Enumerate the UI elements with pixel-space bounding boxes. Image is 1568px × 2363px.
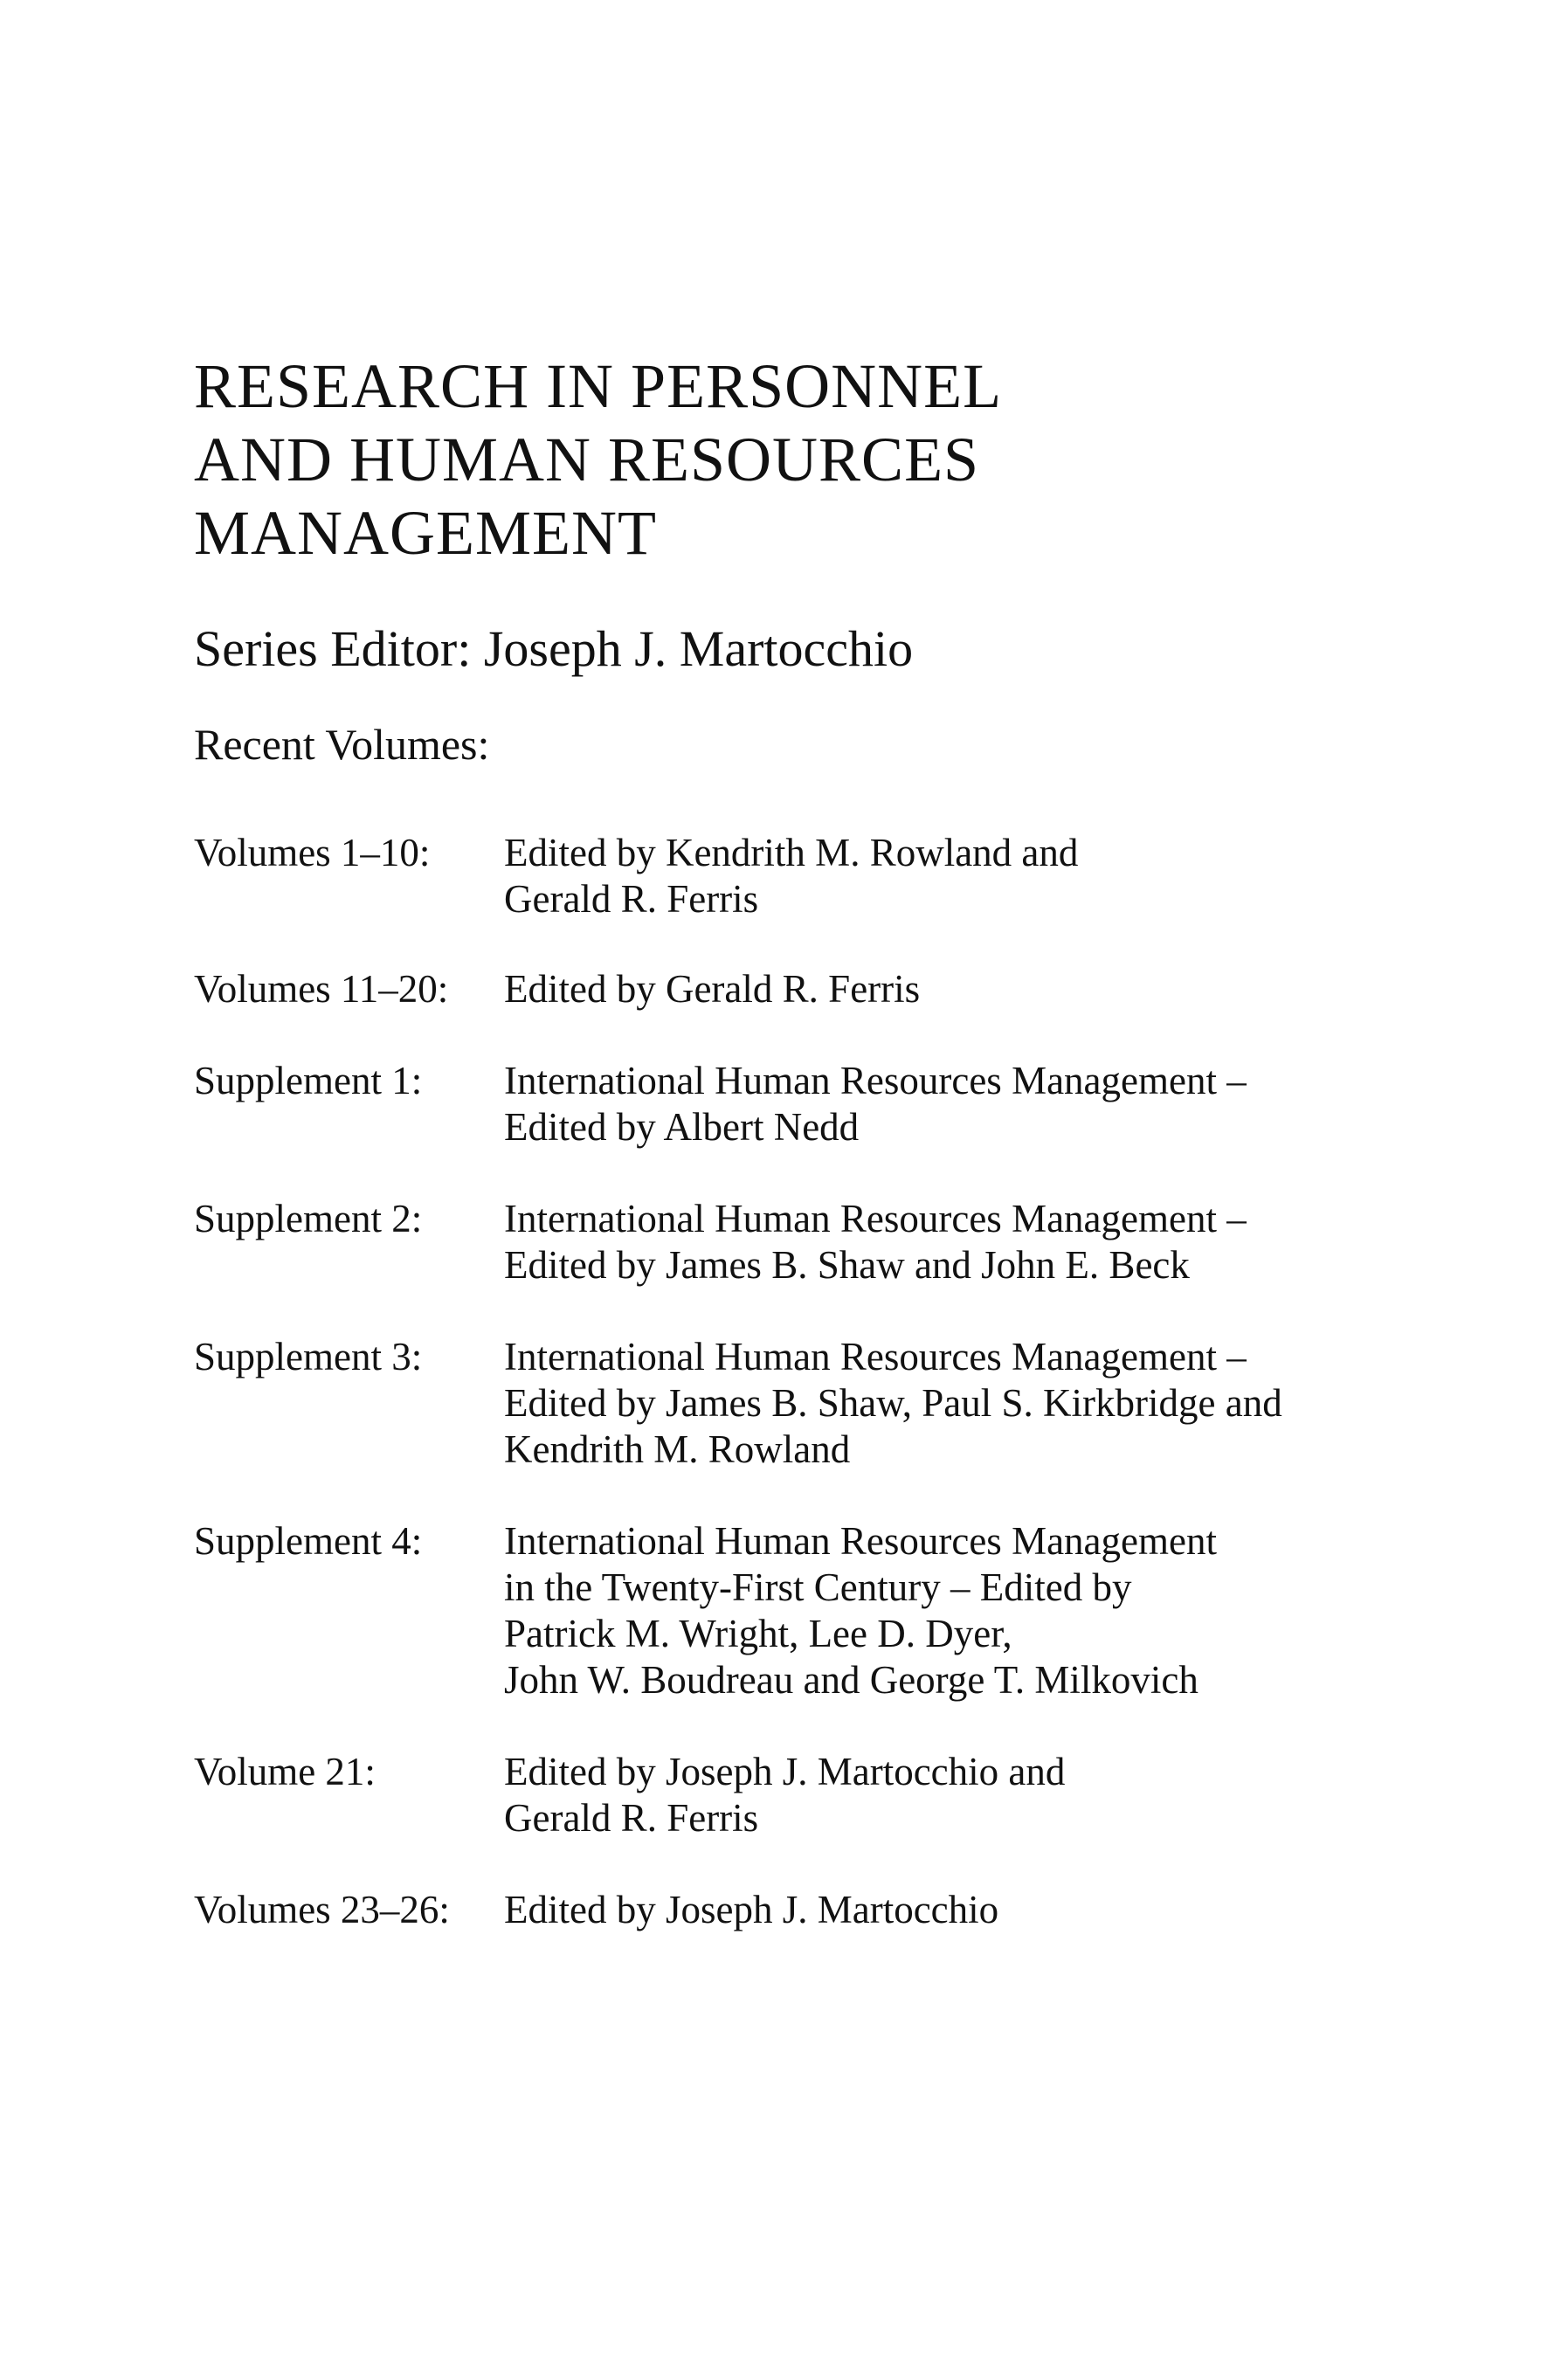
volume-label: Volume 21:: [194, 1750, 376, 1793]
volume-entry: [194, 1334, 1417, 1473]
volume-description-line: Patrick M. Wright, Lee D. Dyer,: [504, 1612, 1012, 1655]
volume-label: Volumes 23–26:: [194, 1888, 450, 1931]
volume-label: Volumes 11–20:: [194, 967, 449, 1011]
volume-entry: [194, 1058, 1417, 1150]
volume-label: Supplement 1:: [194, 1059, 423, 1102]
series-title-line: AND HUMAN RESOURCES: [194, 425, 980, 494]
volume-description-line: Edited by Gerald R. Ferris: [504, 967, 921, 1011]
volume-description-line: in the Twenty-First Century – Edited by: [504, 1565, 1132, 1609]
volume-label: Volumes 1–10:: [194, 831, 431, 874]
volume-entry: [194, 830, 1417, 922]
volume-description-line: International Human Resources Management –: [504, 1335, 1247, 1378]
volume-description: [504, 1058, 1417, 1150]
volume-description-line: Edited by Joseph J. Martocchio and: [504, 1750, 1066, 1793]
volume-entry: [194, 1518, 1417, 1703]
series-title: [194, 349, 1417, 570]
volume-description: [504, 1749, 1417, 1841]
volume-description: [504, 1518, 1417, 1703]
volume-list: [194, 830, 1417, 1933]
volume-entry: [194, 1749, 1417, 1841]
volume-entry: [194, 1887, 1417, 1933]
volume-description-line: International Human Resources Management –: [504, 1197, 1247, 1240]
volume-description-line: Edited by James B. Shaw and John E. Beck: [504, 1243, 1190, 1287]
volume-label: Supplement 2:: [194, 1197, 423, 1240]
volume-description: [504, 1887, 1417, 1933]
series-editor: Series Editor: Joseph J. Martocchio: [194, 620, 914, 677]
volume-description-line: Edited by Albert Nedd: [504, 1105, 860, 1149]
series-title-line: RESEARCH IN PERSONNEL: [194, 351, 1003, 421]
volume-entry: [194, 966, 1417, 1012]
volume-description: [504, 966, 1417, 1012]
series-title-line: MANAGEMENT: [194, 498, 657, 568]
volume-description-line: Edited by Joseph J. Martocchio: [504, 1888, 999, 1931]
volume-description-line: Gerald R. Ferris: [504, 877, 759, 921]
volume-description: [504, 830, 1417, 922]
volume-entry: [194, 1196, 1417, 1289]
volume-description-line: Kendrith M. Rowland: [504, 1427, 851, 1471]
volume-label: Supplement 3:: [194, 1335, 423, 1378]
recent-volumes-heading: Recent Volumes:: [194, 720, 490, 769]
volume-description-line: Edited by James B. Shaw, Paul S. Kirkbridge and: [504, 1381, 1282, 1425]
volume-description-line: International Human Resources Management: [504, 1519, 1217, 1563]
volume-description: [504, 1196, 1417, 1289]
volume-description-line: Gerald R. Ferris: [504, 1796, 759, 1840]
volume-description: [504, 1334, 1417, 1473]
volume-label: Supplement 4:: [194, 1519, 423, 1563]
volume-description-line: John W. Boudreau and George T. Milkovich: [504, 1658, 1198, 1702]
volume-description-line: Edited by Kendrith M. Rowland and: [504, 831, 1079, 874]
volume-description-line: International Human Resources Management –: [504, 1059, 1247, 1102]
